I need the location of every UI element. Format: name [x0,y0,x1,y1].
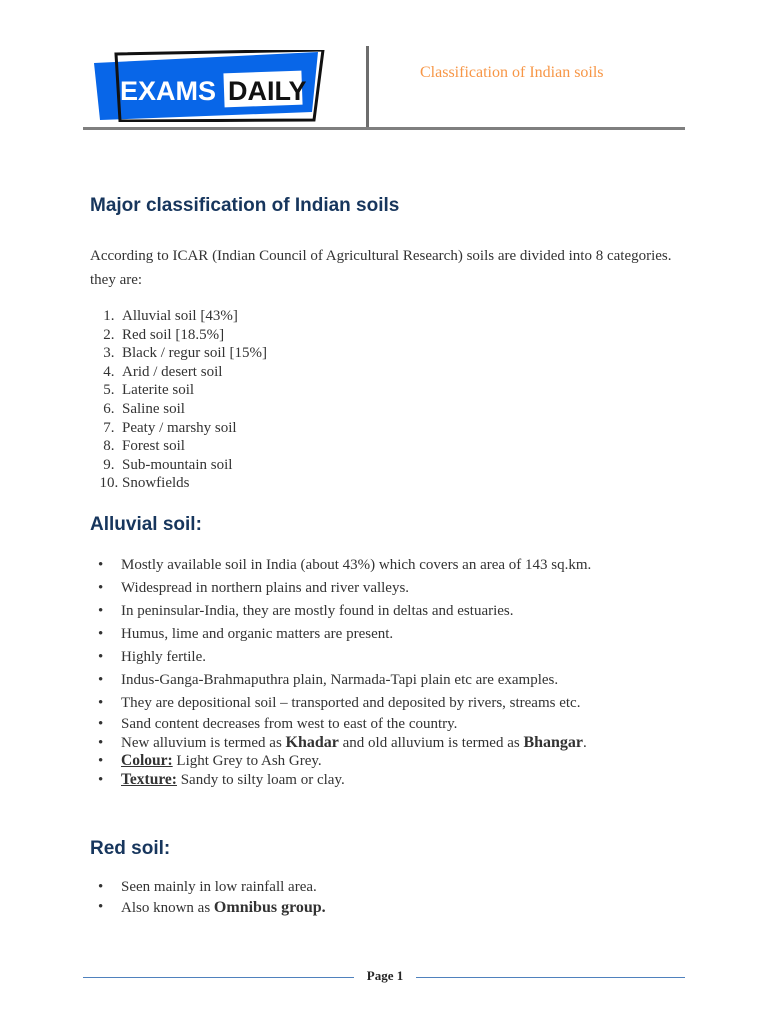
list-item: • Indus-Ganga-Brahmaputhra plain, Narmada-Tapi plain etc are examples. [98,672,559,688]
list-item: • Also known as Omnibus group. [98,898,326,916]
red-soil-list [90,878,326,917]
list-item: • In peninsular-India, they are mostly found in deltas and estuaries. [98,603,514,619]
header-divider [366,46,369,128]
list-item: • Widespread in northern plains and river valleys. [98,580,410,596]
list-item: • New alluvium is termed as Khadar and old alluvium is termed as Bhangar. [98,733,587,751]
page-number: Page 1 [366,968,404,983]
soil-categories-list [90,307,267,493]
colour-label: Colour: [121,752,173,769]
list-item: 4. Arid / desert soil [103,363,223,380]
major-classification-heading: Major classification of Indian soils [90,195,400,216]
svg-text:DAILY: DAILY [228,76,307,106]
header-rule [83,127,685,130]
alluvial-soil-heading: Alluvial soil: [90,514,202,535]
list-item: 1. Alluvial soil [43%] [103,308,238,324]
list-item: 7. Peaty / marshy soil [103,419,237,436]
red-soil-heading: Red soil: [90,838,171,859]
list-item: 3. Black / regur soil [15%] [103,345,267,362]
list-item: • Mostly available soil in India (about 43%) which covers an area of 143 sq.km. [98,557,592,573]
list-item: • Texture: Sandy to silty loam or clay. [98,770,345,788]
svg-text:EXAMS: EXAMS [120,76,217,106]
list-item: • Highly fertile. [98,649,206,665]
list-item: 2. Red soil [18.5%] [103,326,225,343]
texture-label: Texture: [121,770,177,788]
list-item: • Humus, lime and organic matters are present. [98,626,394,642]
list-item: 10. Snowfields [99,475,190,492]
bhangar-term: Bhangar [523,733,584,751]
intro-paragraph: According to ICAR (Indian Council of Agricultural Research) soils are divided into 8 categories. they are: [90,248,672,288]
alluvial-soil-list [90,554,591,789]
omnibus-term: Omnibus group. [213,898,326,916]
footer-rule-right [416,977,685,978]
list-item: 5. Laterite soil [103,382,195,399]
list-item: 8. Forest soil [103,438,185,455]
list-item: • Seen mainly in low rainfall area. [98,879,317,895]
footer-rule-left [83,977,354,978]
list-item: 9. Sub-mountain soil [103,456,233,473]
header-title: Classification of Indian soils [420,64,604,81]
exams-daily-logo [90,50,326,122]
list-item: 6. Saline soil [103,400,185,417]
list-item: • They are depositional soil – transported and deposited by rivers, streams etc. [98,695,581,711]
list-item: • Colour: Light Grey to Ash Grey. [98,752,322,769]
list-item: • Sand content decreases from west to east of the country. [98,716,458,732]
khadar-term: Khadar [285,733,339,751]
